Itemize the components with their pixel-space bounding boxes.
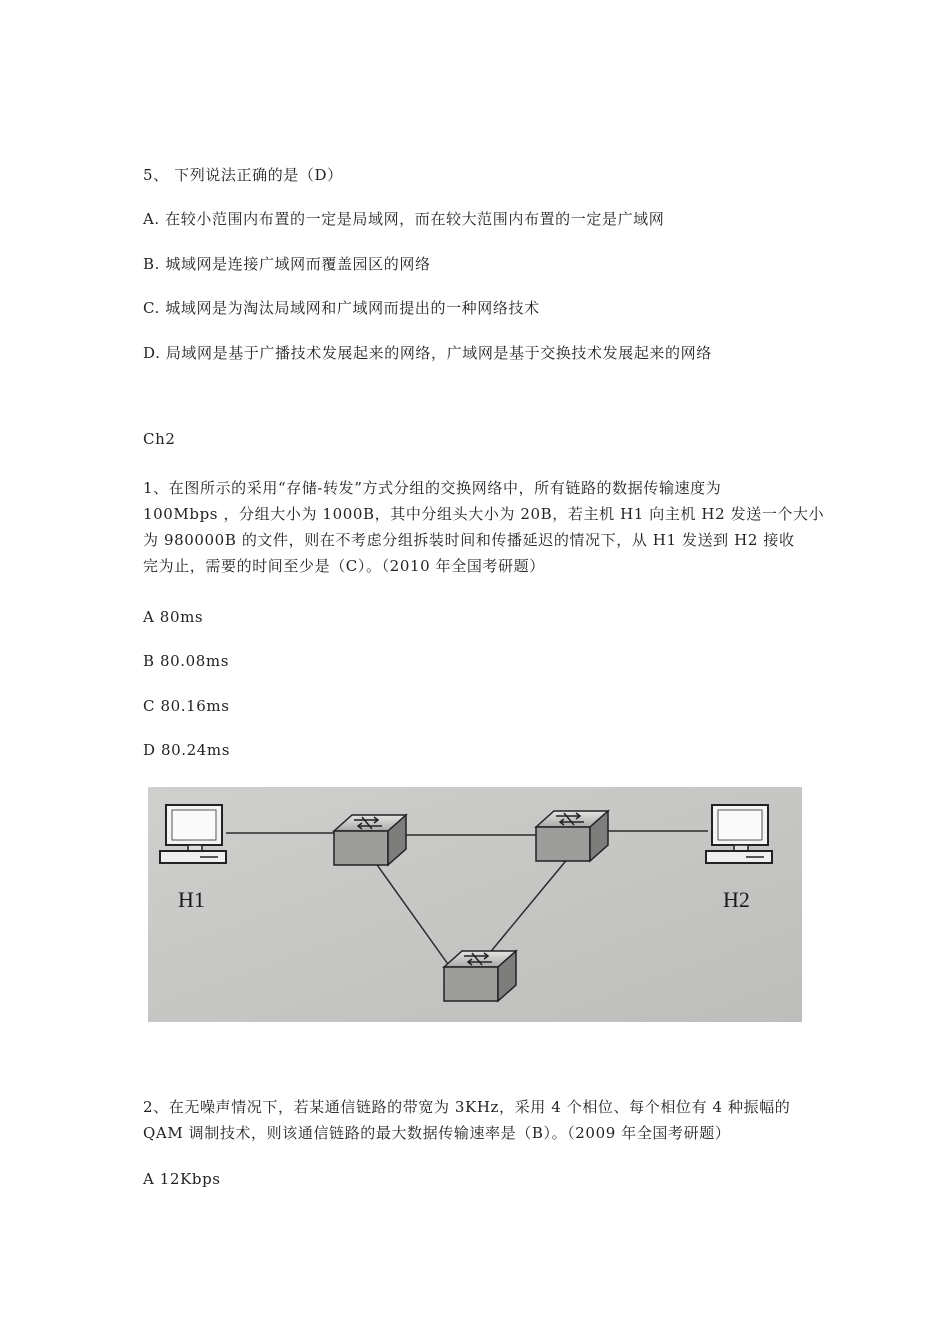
q5-option-c: C. 城域网是为淘汰局域网和广域网而提出的一种网络技术 — [143, 299, 540, 317]
network-diagram — [148, 787, 802, 1022]
q1-stem-line: 完为止，需要的时间至少是（C）。（2010 年全国考研题） — [143, 557, 545, 575]
q2-stem-line: 2、在无噪声情况下，若某通信链路的带宽为 3KHz，采用 4 个相位、每个相位有 4 种振幅的 — [143, 1098, 791, 1116]
q1-stem — [143, 475, 825, 579]
q5-option-d: D. 局域网是基于广播技术发展起来的网络，广域网是基于交换技术发展起来的网络 — [143, 344, 712, 362]
q5-option-a: A. 在较小范围内布置的一定是局域网，而在较大范围内布置的一定是广域网 — [143, 210, 665, 228]
q1-option-c: C 80.16ms — [143, 697, 230, 715]
switch-icon-1 — [334, 815, 406, 865]
q2-option-a: A 12Kbps — [143, 1170, 221, 1188]
switch-icon-2 — [536, 811, 608, 861]
q1-option-b: B 80.08ms — [143, 652, 230, 670]
q1-option-a: A 80ms — [143, 608, 204, 626]
network-diagram-svg — [148, 787, 802, 1022]
computer-icon-h2 — [706, 805, 772, 863]
q1-stem-line: 100Mbps ，分组大小为 1000B，其中分组头大小为 20B，若主机 H1 向主机 H2 发送一个大小 — [143, 505, 825, 523]
host-label-h1: H1 — [178, 887, 205, 912]
q5-stem: 5、 下列说法正确的是（D） — [143, 166, 343, 184]
q2-stem-line: QAM 调制技术，则该通信链路的最大数据传输速率是（B）。（2009 年全国考研题） — [143, 1124, 731, 1142]
computer-icon-h1 — [160, 805, 226, 863]
q5-option-b: B. 城域网是连接广域网而覆盖园区的网络 — [143, 255, 431, 273]
q1-option-d: D 80.24ms — [143, 741, 231, 759]
switch-icon-3 — [444, 951, 516, 1001]
q1-stem-line: 1、在图所示的采用“存储-转发”方式分组的交换网络中，所有链路的数据传输速度为 — [143, 479, 722, 497]
q2-stem — [143, 1094, 813, 1146]
q1-stem-line: 为 980000B 的文件，则在不考虑分组拆装时间和传播延迟的情况下，从 H1 发送到 H2 接收 — [143, 531, 795, 549]
chapter-heading: Ch2 — [143, 430, 176, 448]
host-label-h2: H2 — [723, 887, 750, 912]
